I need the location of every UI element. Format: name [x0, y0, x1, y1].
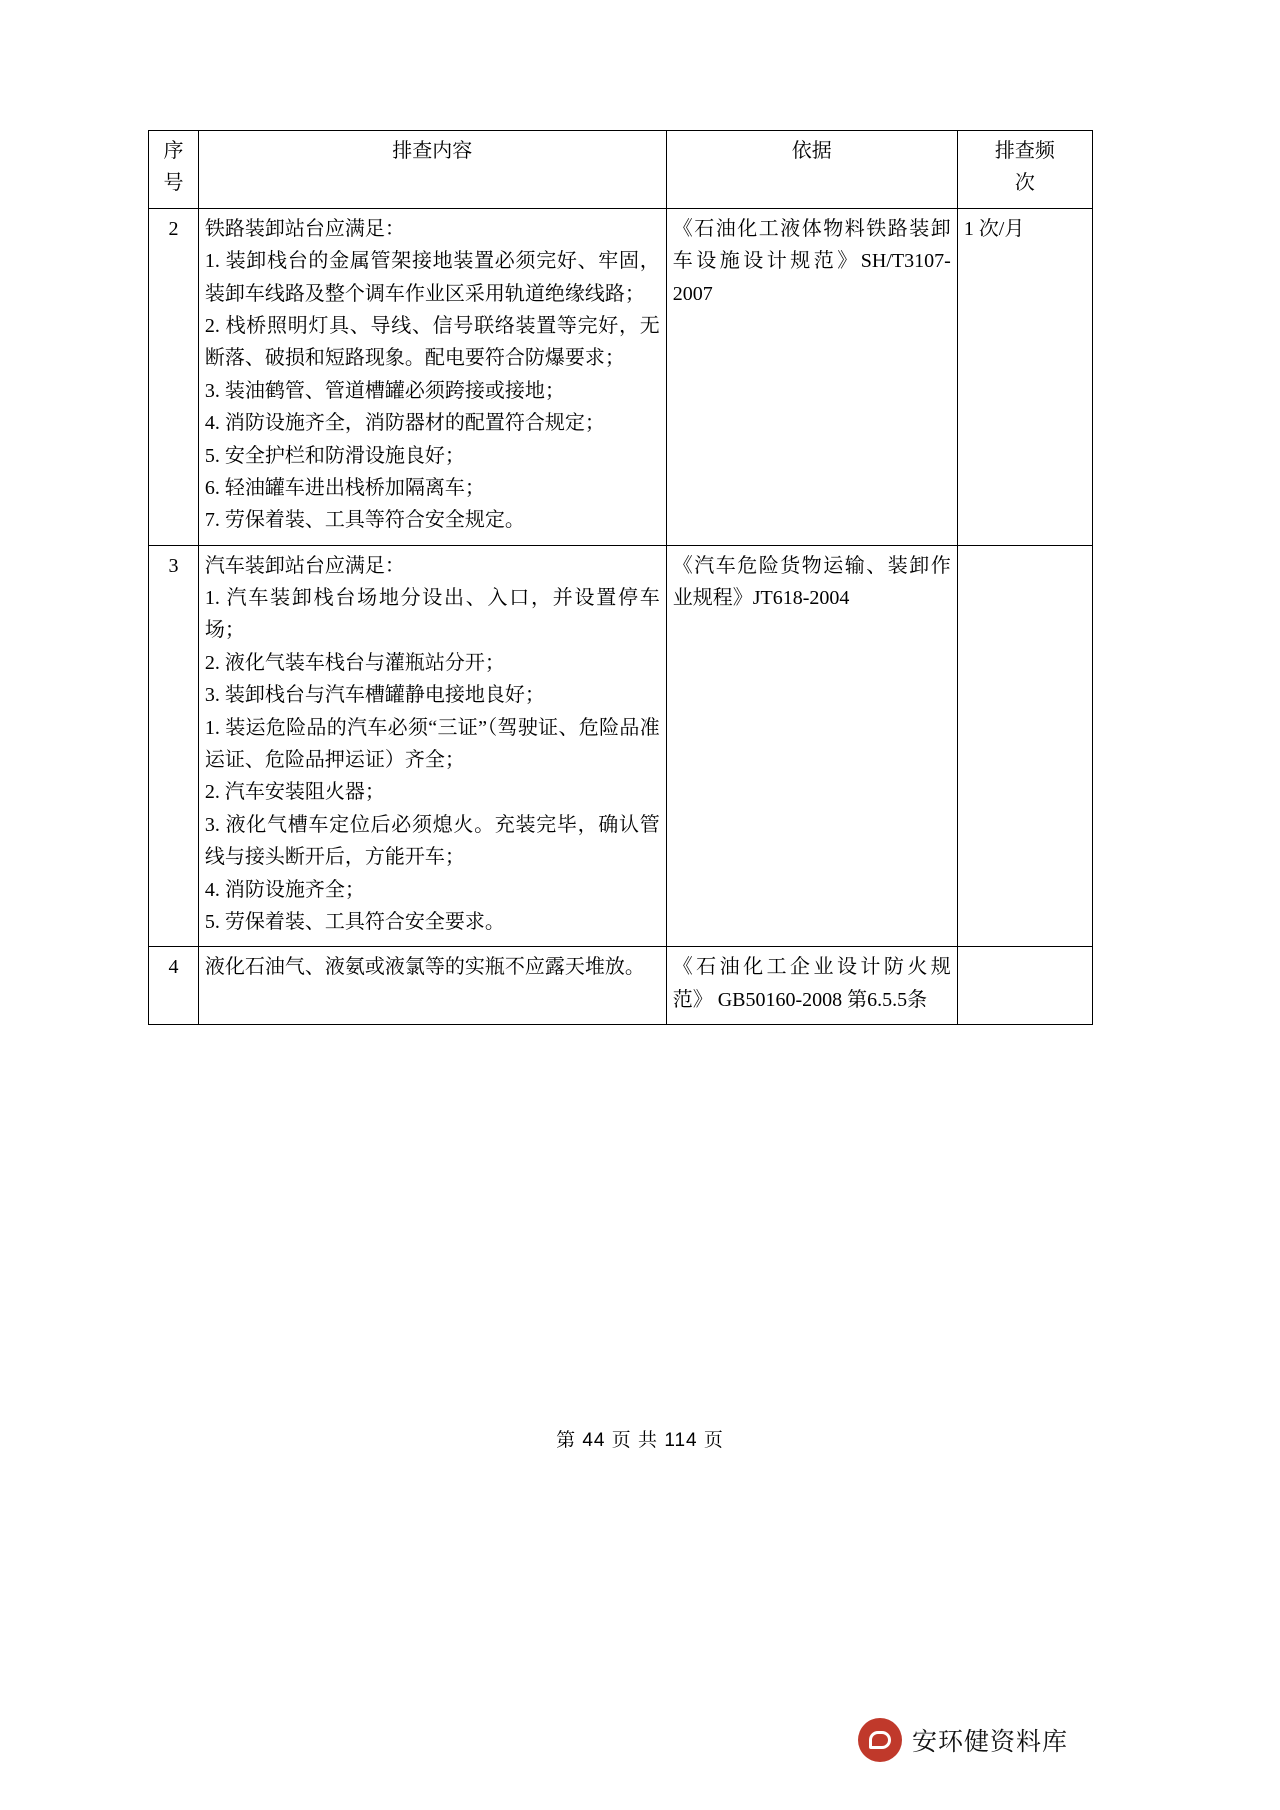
- table-row: [149, 545, 1093, 947]
- row-basis: 《汽车危险货物运输、装卸作业规程》JT618-2004: [666, 545, 957, 947]
- content-line: 1. 汽车装卸栈台场地分设出、入口，并设置停车场；: [204, 587, 660, 642]
- header-cell-frequency: [957, 131, 1092, 209]
- row-number: 4: [149, 947, 199, 1025]
- row-frequency: [957, 947, 1092, 1025]
- header-no-line2: 号: [163, 172, 184, 195]
- row-content: [198, 947, 666, 1025]
- header-cell-basis: 依据: [666, 131, 957, 209]
- content-line: 5. 劳保着装、工具符合安全要求。: [204, 910, 505, 933]
- table-header-row: [149, 131, 1093, 209]
- row-basis: 《石油化工企业设计防火规范》 GB50160-2008 第6.5.5条: [666, 947, 957, 1025]
- header-cell-content: 排查内容: [198, 131, 666, 209]
- content-line: 铁路装卸站台应满足：: [204, 217, 405, 240]
- row-frequency: 1 次/月: [957, 208, 1092, 545]
- content-line: 5. 安全护栏和防滑设施良好；: [204, 444, 465, 467]
- row-number: 2: [149, 208, 199, 545]
- page-footer: 第 44 页 共 114 页: [556, 1430, 724, 1451]
- row-frequency: [957, 545, 1092, 947]
- content-line: 2. 汽车安装阻火器；: [204, 781, 385, 804]
- content-line: 3. 装油鹤管、管道槽罐必须跨接或接地；: [204, 379, 565, 402]
- header-freq-line2: 次: [1014, 172, 1035, 195]
- row-content: [198, 545, 666, 947]
- header-freq-line1: 排查频: [994, 140, 1055, 162]
- content-line: 3. 液化气槽车定位后必须熄火。充装完毕，确认管线与接头断开后，方能开车；: [204, 813, 660, 869]
- brand-logo-icon: [858, 1718, 902, 1762]
- row-content: [198, 208, 666, 545]
- content-line: 4. 消防设施齐全；: [204, 878, 365, 901]
- row-number: 3: [149, 545, 199, 947]
- content-line: 2. 栈桥照明灯具、导线、信号联络装置等完好，无断落、破损和短路现象。配电要符合防爆要求；: [204, 314, 660, 370]
- content-line: 3. 装卸栈台与汽车槽罐静电接地良好；: [204, 684, 545, 707]
- content-line: 4. 消防设施齐全，消防器材的配置符合规定；: [204, 412, 605, 435]
- content-line: 7. 劳保着装、工具等符合安全规定。: [204, 509, 525, 532]
- watermark: [858, 1718, 1068, 1762]
- content-line: 汽车装卸站台应满足：: [204, 554, 405, 577]
- inspection-table: [148, 130, 1093, 1025]
- row-basis: 《石油化工液体物料铁路装卸车设施设计规范》SH/T3107-2007: [666, 208, 957, 545]
- content-line: 2. 液化气装车栈台与灌瓶站分开；: [204, 651, 505, 674]
- table-row: [149, 947, 1093, 1025]
- header-cell-no: [149, 131, 199, 209]
- watermark-label: 安环健资料库: [912, 1728, 1069, 1756]
- content-line: 6. 轻油罐车进出栈桥加隔离车；: [204, 476, 485, 499]
- table-row: [149, 208, 1093, 545]
- content-line: 1. 装卸栈台的金属管架接地装置必须完好、牢固，装卸车线路及整个调车作业区采用轨道绝缘线路；: [204, 250, 660, 305]
- content-line: 液化石油气、液氨或液氯等的实瓶不应露天堆放。: [204, 956, 645, 979]
- header-no-line1: 序: [163, 140, 184, 162]
- content-line: 1. 装运危险品的汽车必须“三证”（驾驶证、危险品准运证、危险品押运证）齐全；: [204, 716, 660, 772]
